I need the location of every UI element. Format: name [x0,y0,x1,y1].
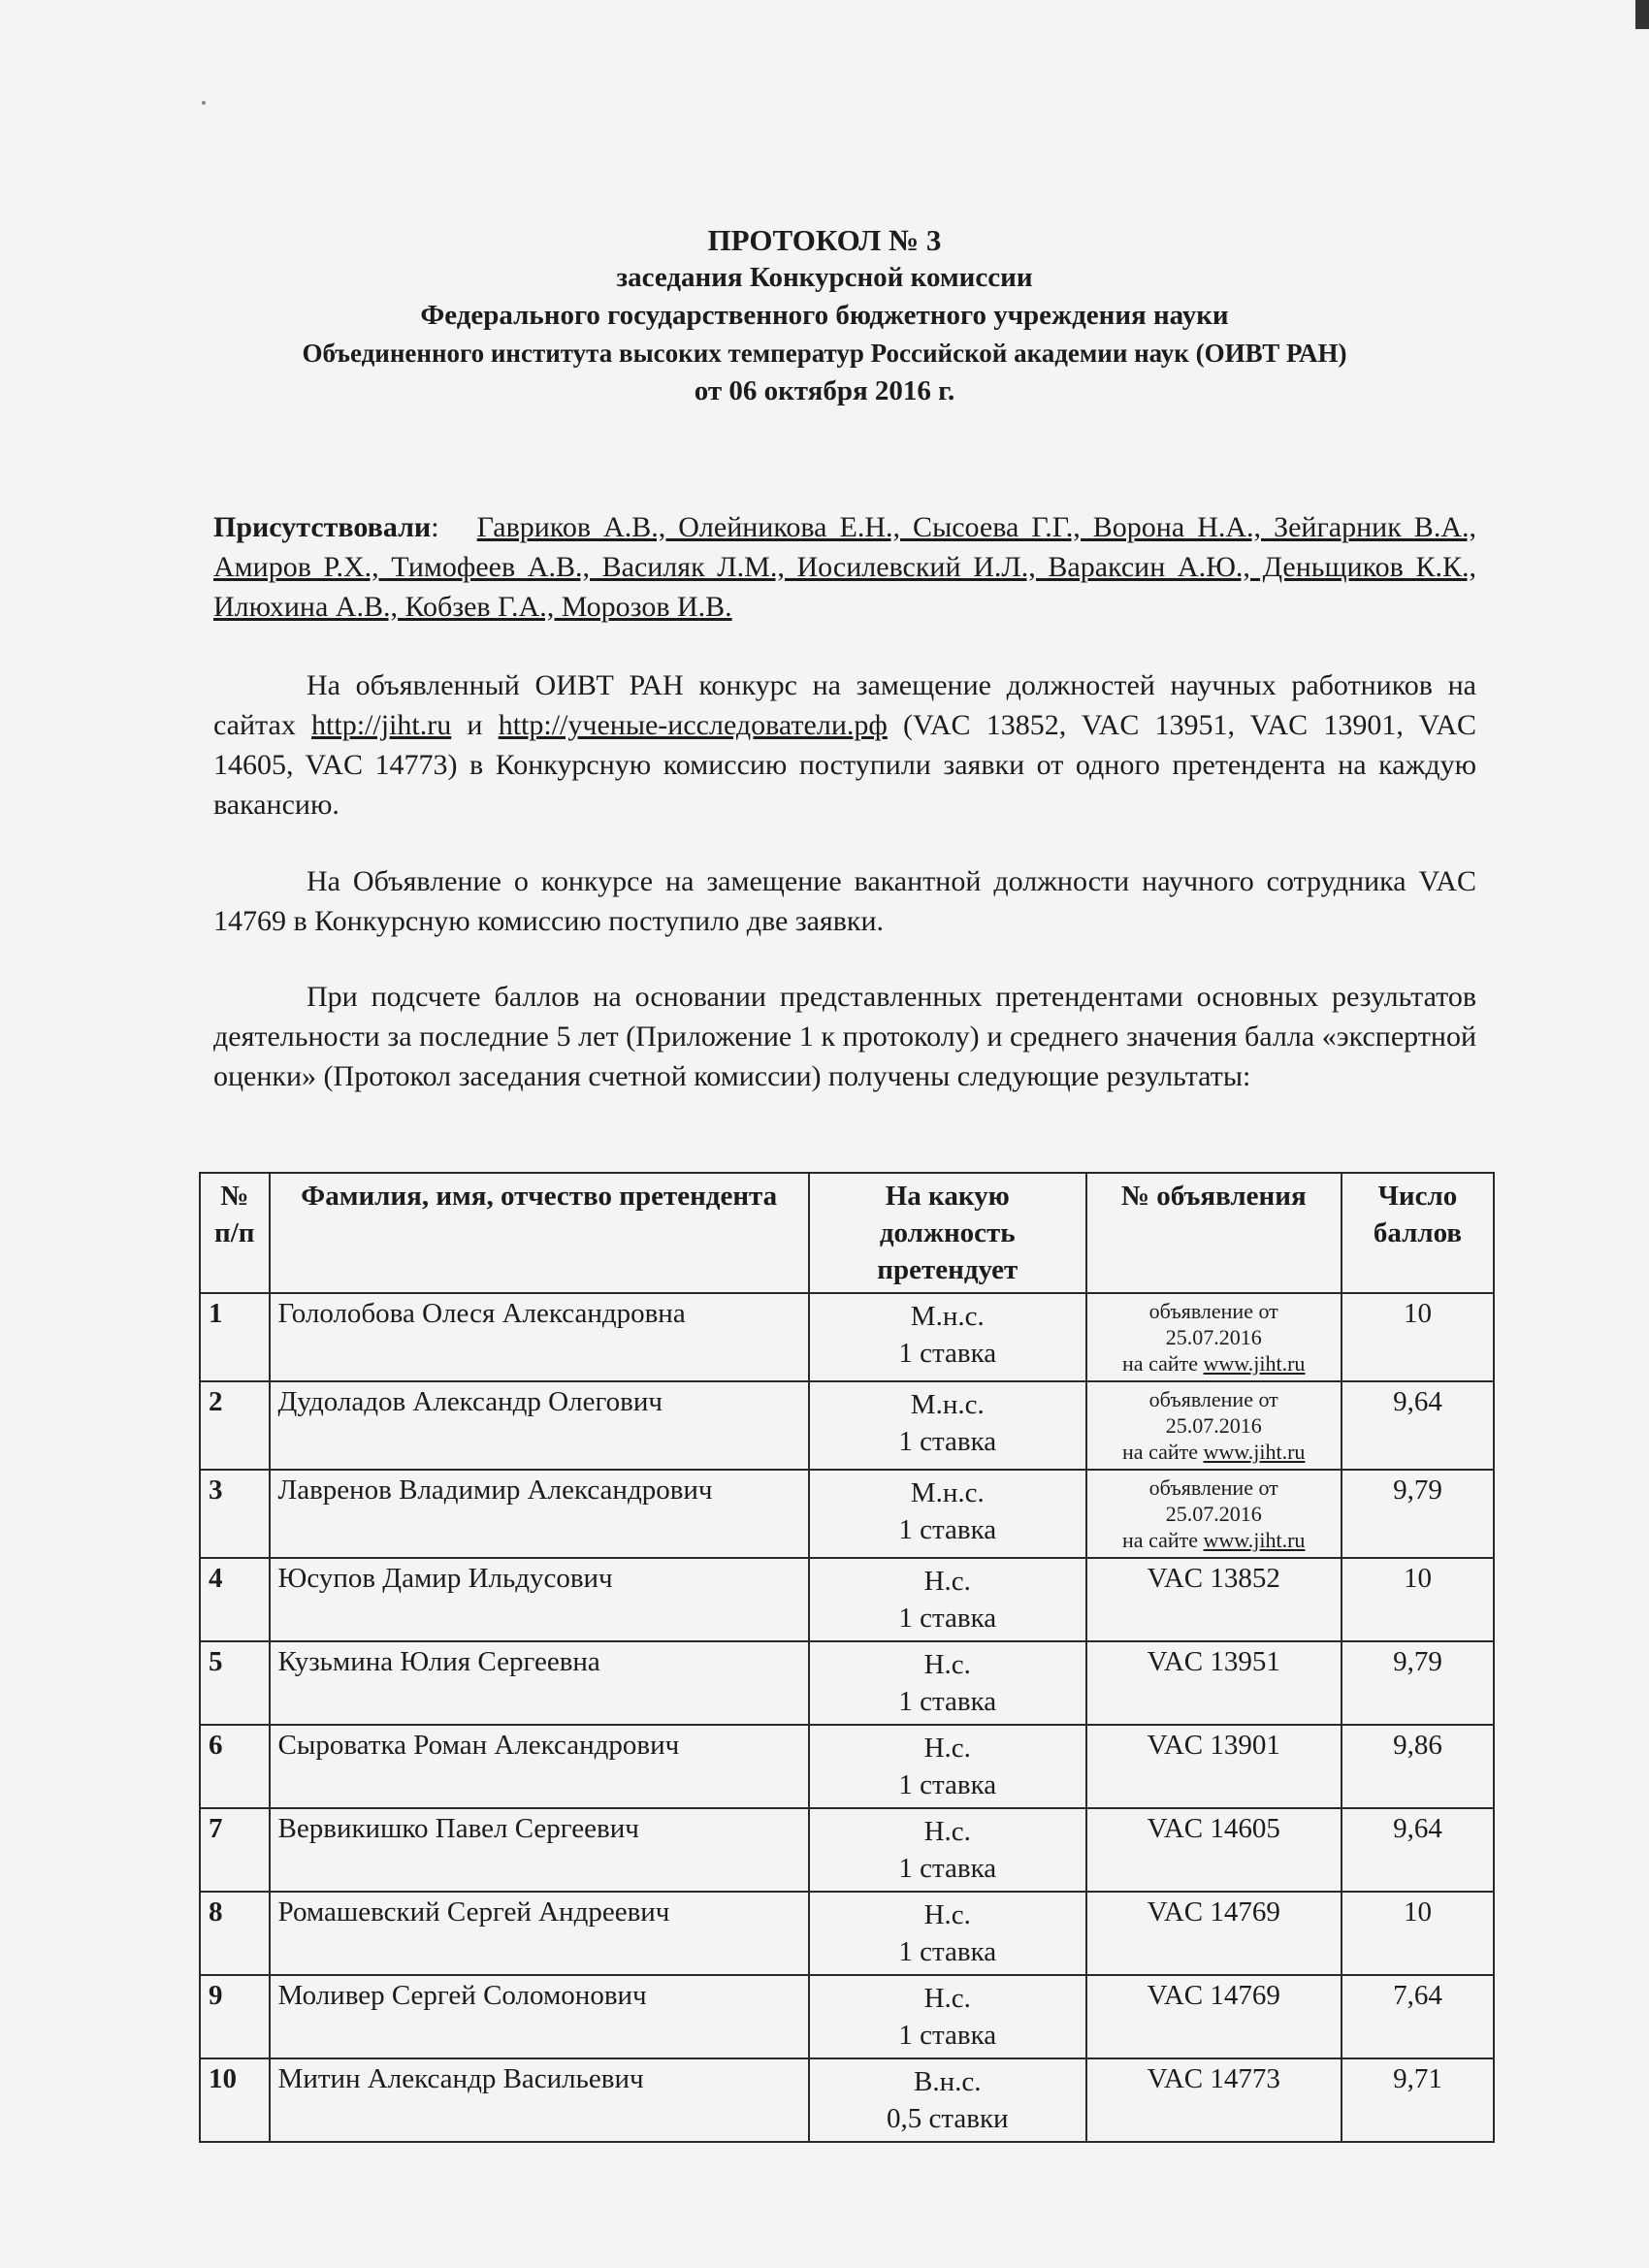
position-cell [809,1641,1086,1725]
site-announcement-date: 25.07.2016 [1165,1502,1262,1526]
candidate-name: Моливер Сергей Соломонович [270,1975,809,2058]
protocol-subtitle: заседания Конкурсной комиссии [616,262,1033,293]
site-announcement-date: 25.07.2016 [1165,1325,1262,1349]
position-rate: 1 ставка [898,1338,997,1369]
position-title: Н.с. [923,1899,971,1930]
position-cell [809,1470,1086,1558]
site-link[interactable]: www.jiht.ru [1203,1440,1306,1464]
position-title: Н.с. [923,1816,971,1847]
score: 9,64 [1342,1808,1494,1892]
organization-line-2: Объединенного института высоких температур Российской академии наук (ОИВТ РАН) [302,339,1347,368]
site-announcement-label: объявление от [1148,1299,1278,1323]
site-announcement [1095,1386,1333,1465]
announcement-number: VAC 13951 [1086,1641,1342,1725]
row-number: 3 [200,1470,270,1558]
attendees-names: Гавриков А.В., Олейникова Е.Н., Сысоева Г.Г., Ворона Н.А., Зейгарник В.А., Амиров Р.Х., Тимофеев А.В., Василяк Л.М., Иосилевский И.Л., Вараксин А.Ю., Деньщиков К.К., Илюхина А.В., Кобзев Г.А., Морозов И.В. [213,511,1476,623]
row-number: 8 [200,1892,270,1975]
announcement-number: VAC 14769 [1086,1892,1342,1975]
candidate-name: Лавренов Владимир Александрович [270,1470,809,1558]
candidate-name: Юсупов Дамир Ильдусович [270,1558,809,1641]
protocol-date: от 06 октября 2016 г. [694,375,955,406]
position-cell [809,2058,1086,2142]
attendees-label: Присутствовали [213,511,432,543]
position-cell [809,1725,1086,1808]
position-rate: 1 ставка [898,1514,997,1545]
row-number: 7 [200,1808,270,1892]
table-header-row [200,1173,1494,1293]
candidate-name: Кузьмина Юлия Сергеевна [270,1641,809,1725]
announcement-site-cell [1086,1293,1342,1381]
document-header [165,221,1484,410]
row-number: 4 [200,1558,270,1641]
announcement-site-cell [1086,1381,1342,1470]
site-announcement [1095,1298,1333,1377]
table-row [200,1975,1494,2058]
header-num: № п/п [200,1173,270,1293]
site-announcement-source [1095,1350,1333,1377]
announcement-number: VAC 13901 [1086,1725,1342,1808]
position-rate: 1 ставка [898,1603,997,1634]
protocol-title: ПРОТОКОЛ № 3 [707,223,942,257]
table-row [200,1381,1494,1470]
table-row [200,2058,1494,2142]
position-rate: 1 ставка [898,1936,997,1967]
table-row [200,1641,1494,1725]
announcement-site-cell [1086,1470,1342,1558]
position-rate: 1 ставка [898,1426,997,1457]
row-number: 10 [200,2058,270,2142]
position-rate: 1 ставка [898,2020,997,2051]
header-position: На какую должность претендует [809,1173,1086,1293]
site-prefix: на сайте [1122,1528,1204,1552]
site-prefix: на сайте [1122,1351,1204,1376]
score: 10 [1342,1558,1494,1641]
position-title: В.н.с. [914,2066,982,2097]
row-number: 5 [200,1641,270,1725]
header-score: Число баллов [1342,1173,1494,1293]
table-row [200,1725,1494,1808]
row-number: 6 [200,1725,270,1808]
candidate-name: Гололобова Олеся Александровна [270,1293,809,1381]
announcement-number: VAC 14769 [1086,1975,1342,2058]
table-row [200,1558,1494,1641]
announcement-paragraph [213,665,1476,825]
position-cell [809,1808,1086,1892]
position-cell [809,1892,1086,1975]
scan-edge-mark [1635,0,1649,29]
scientists-portal-link[interactable]: http://ученые-исследователи.рф [498,709,888,741]
site-link[interactable]: www.jiht.ru [1203,1528,1306,1552]
table-row [200,1470,1494,1558]
organization-line-1: Федерального государственного бюджетного учреждения науки [420,300,1229,331]
site-announcement-label: объявление от [1148,1475,1278,1500]
position-title: Н.с. [923,1649,971,1680]
site-announcement-source [1095,1439,1333,1465]
table-row [200,1293,1494,1381]
attendees-paragraph: Присутствовали: Гавриков А.В., Олейникова Е.Н., Сысоева Г.Г., Ворона Н.А., Зейгарник В.А., Амиров Р.Х., Тимофеев А.В., Василяк Л.М., Иосилевский И.Л., Вараксин А.Ю., Деньщиков К.К., Илюхина А.В., Кобзев Г.А., Морозов И.В. [213,511,1476,623]
position-cell [809,1381,1086,1470]
announcement-text-middle: и [451,709,499,741]
site-announcement-label: объявление от [1148,1387,1278,1411]
candidate-name: Сыроватка Роман Александрович [270,1725,809,1808]
header-name: Фамилия, имя, отчество претендента [270,1173,809,1293]
vacancy-paragraph: На Объявление о конкурсе на замещение вакантной должности научного сотрудника VAC 14769 в Конкурсную комиссию поступило две заявки. [213,865,1476,937]
results-intro-paragraph: При подсчете баллов на основании представленных претендентами основных результатов деятельности за последние 5 лет (Приложение 1 к протоколу) и среднего значения балла «экспертной оценки» (Протокол заседания счетной комиссии) получены следующие результаты: [213,981,1476,1092]
candidate-name: Ромашевский Сергей Андреевич [270,1892,809,1975]
position-title: Н.с. [923,1983,971,2014]
position-title: М.н.с. [910,1301,985,1332]
results-table [199,1172,1495,2143]
score: 10 [1342,1293,1494,1381]
position-rate: 1 ставка [898,1686,997,1717]
table-body [200,1293,1494,2142]
table-row [200,1892,1494,1975]
score: 9,86 [1342,1725,1494,1808]
header-ad: № объявления [1086,1173,1342,1293]
score: 9,79 [1342,1470,1494,1558]
candidate-name: Вервикишко Павел Сергеевич [270,1808,809,1892]
table-row [200,1808,1494,1892]
jiht-link[interactable]: http://jiht.ru [311,709,452,741]
announcement-text-before: На объявленный ОИВТ РАН конкурс на замещение должностей научных работников на сайтах [213,669,1476,741]
scan-speck [202,101,206,105]
score: 7,64 [1342,1975,1494,2058]
site-announcement-source [1095,1527,1333,1553]
score: 9,64 [1342,1381,1494,1470]
site-link[interactable]: www.jiht.ru [1203,1351,1306,1376]
announcement-text-after: (VAC 13852, VAC 13951, VAC 13901, VAC 14605, VAC 14773) в Конкурсную комиссию поступили заявки от одного претендента на каждую вакансию. [213,709,1476,821]
position-rate: 1 ставка [898,1769,997,1800]
position-title: М.н.с. [910,1389,985,1420]
score: 9,71 [1342,2058,1494,2142]
site-announcement [1095,1474,1333,1553]
candidate-name: Дудоладов Александр Олегович [270,1381,809,1470]
row-number: 2 [200,1381,270,1470]
row-number: 1 [200,1293,270,1381]
announcement-number: VAC 14773 [1086,2058,1342,2142]
position-cell [809,1558,1086,1641]
announcement-number: VAC 14605 [1086,1808,1342,1892]
position-title: Н.с. [923,1733,971,1764]
position-rate: 0,5 ставки [886,2103,1009,2134]
position-cell [809,1293,1086,1381]
site-prefix: на сайте [1122,1440,1204,1464]
row-number: 9 [200,1975,270,2058]
site-announcement-date: 25.07.2016 [1165,1413,1262,1438]
announcement-number: VAC 13852 [1086,1558,1342,1641]
position-title: М.н.с. [910,1477,985,1508]
candidate-name: Митин Александр Васильевич [270,2058,809,2142]
position-cell [809,1975,1086,2058]
position-rate: 1 ставка [898,1853,997,1884]
score: 10 [1342,1892,1494,1975]
position-title: Н.с. [923,1566,971,1597]
score: 9,79 [1342,1641,1494,1725]
